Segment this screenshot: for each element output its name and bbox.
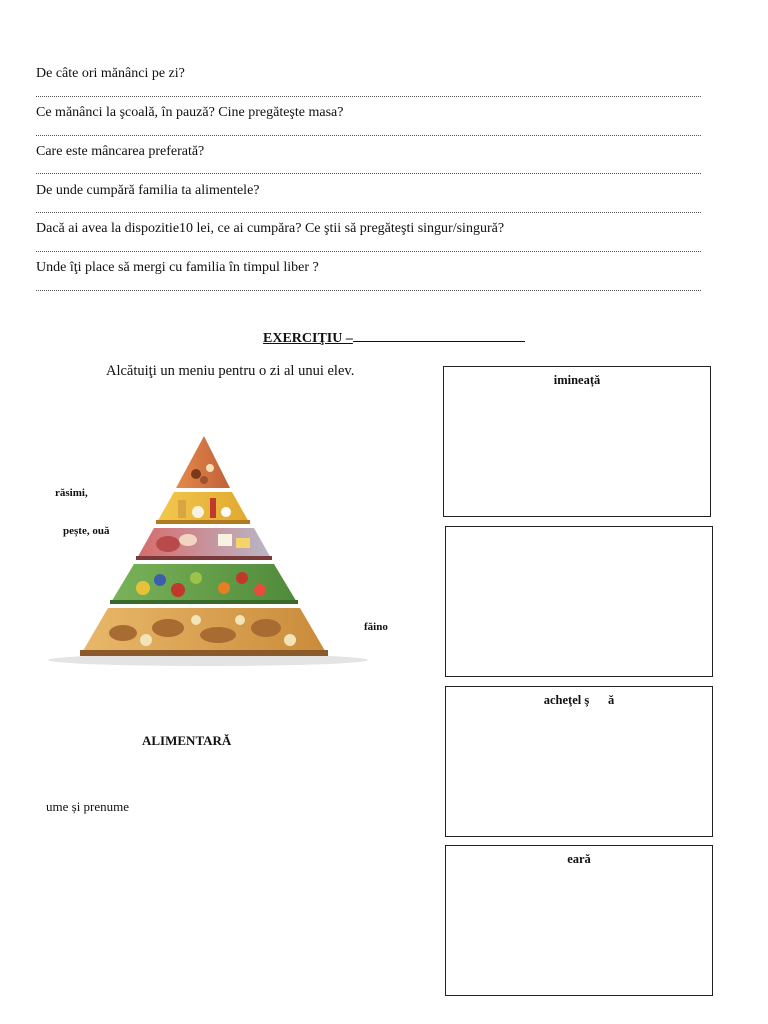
meal-box-morning-label: imineață (553, 373, 601, 387)
question-4: De unde cumpără familia ta alimentele? (36, 183, 260, 198)
pyramid-label-right-bottom: făino (364, 621, 388, 633)
answer-line-2[interactable] (36, 133, 701, 136)
answer-line-1[interactable] (36, 94, 701, 97)
answer-line-4[interactable] (36, 210, 701, 213)
exercise-title-text: EXERCIŢIU – (263, 331, 353, 346)
pyramid-label-left-top: răsimi, (55, 487, 88, 499)
meal-box-evening[interactable] (445, 845, 713, 996)
meal-box-evening-label: eară (567, 852, 591, 866)
meal-box-lunch[interactable] (445, 526, 713, 677)
question-6: Unde îţi place să mergi cu familia în timpul liber ? (36, 260, 319, 275)
name-line: ume și prenume (46, 799, 130, 814)
question-3: Care este mâncarea preferată? (36, 144, 205, 159)
question-2: Ce mănânci la şcoală, în pauză? Cine pregăteşte masa? (36, 105, 344, 120)
exercise-title (263, 329, 525, 347)
pyramid-label-left-mid: pește, ouă (63, 525, 110, 537)
answer-line-5[interactable] (36, 249, 701, 252)
alimentara-heading: ALIMENTARĂ (142, 733, 232, 748)
exercise-title-blank[interactable] (353, 329, 525, 342)
meal-box-snack-label: acheţel ş ă (543, 693, 615, 707)
answer-line-6[interactable] (36, 288, 701, 291)
answer-line-3[interactable] (36, 171, 701, 174)
question-1: De câte ori mănânci pe zi? (36, 66, 185, 81)
food-pyramid-image (28, 428, 400, 668)
meal-box-morning[interactable] (443, 366, 711, 517)
question-5: Dacă ai avea la dispozitie10 lei, ce ai cumpăra? Ce ştii să pregăteşti singur/singură? (36, 221, 505, 236)
exercise-instruction: Alcătuiţi un meniu pentru o zi al unui elev. (106, 363, 355, 379)
meal-box-snack[interactable] (445, 686, 713, 837)
